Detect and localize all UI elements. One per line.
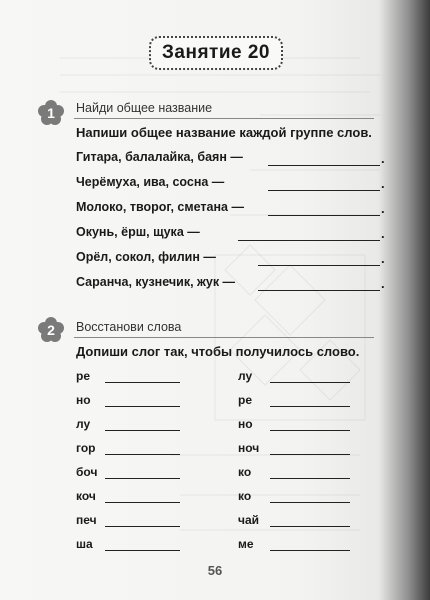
task2-right-syllable-4: ноч [238, 441, 260, 455]
task1-row-3: Молоко, творог, сметана — [76, 200, 244, 214]
task2-left-syllable-5: боч [76, 465, 98, 479]
task2-left-line-2[interactable] [105, 406, 180, 407]
task2-right-line-8[interactable] [270, 550, 350, 551]
task1-row-end-1: . [381, 151, 385, 166]
task2-right-line-7[interactable] [270, 526, 350, 527]
task2-right-syllable-5: ко [238, 465, 252, 479]
task1-row-end-2: . [381, 176, 385, 191]
task2-badge [38, 317, 64, 343]
lesson-title-box [149, 36, 283, 70]
task2-left-syllable-2: но [76, 393, 91, 407]
task2-left-line-6[interactable] [105, 502, 180, 503]
task1-row-4: Окунь, ёрш, щука — [76, 225, 200, 239]
task1-row-end-5: . [381, 251, 385, 266]
task1-row-end-4: . [381, 226, 385, 241]
task2-left-line-7[interactable] [105, 526, 180, 527]
task1-row-end-6: . [381, 276, 385, 291]
task2-left-syllable-3: лу [76, 417, 91, 431]
task2-right-line-6[interactable] [270, 502, 350, 503]
task1-number: 1 [47, 105, 55, 121]
task2-left-syllable-1: ре [76, 369, 91, 383]
task1-title: Найди общее название [76, 101, 213, 115]
task2-right-line-4[interactable] [270, 454, 350, 455]
task2-right-line-2[interactable] [270, 406, 350, 407]
task2-right-syllable-3: но [238, 417, 253, 431]
task2-left-line-3[interactable] [105, 430, 180, 431]
task1-row-2: Черёмуха, ива, сосна — [76, 175, 225, 189]
task2-left-syllable-4: гор [76, 441, 96, 455]
task1-row-end-3: . [381, 201, 385, 216]
task2-left-line-4[interactable] [105, 454, 180, 455]
task1-badge [38, 100, 64, 126]
task2-right-syllable-7: чай [238, 513, 260, 527]
task2-left-syllable-8: ша [76, 537, 93, 551]
task2-right-syllable-8: ме [238, 537, 254, 551]
task1-row-6: Саранча, кузнечик, жук — [76, 275, 236, 289]
task1-instruction: Напиши общее название каждой группе слов. [76, 125, 372, 140]
task1-row-5: Орёл, сокол, филин — [76, 250, 216, 264]
task2-left-syllable-6: коч [76, 489, 96, 503]
task1-answer-line-3[interactable] [268, 215, 380, 216]
task1-answer-line-6[interactable] [258, 290, 380, 291]
task1-answer-line-2[interactable] [268, 190, 380, 191]
page-number: 56 [207, 563, 223, 578]
task2-right-syllable-1: лу [238, 369, 253, 383]
task1-answer-line-5[interactable] [258, 265, 380, 266]
task1-answer-line-1[interactable] [268, 165, 380, 166]
task2-right-line-3[interactable] [270, 430, 350, 431]
task2-left-syllable-7: печ [76, 513, 97, 527]
task1-row-1: Гитара, балалайка, баян — [76, 150, 243, 164]
task2-number: 2 [47, 322, 55, 338]
task2-right-line-1[interactable] [270, 382, 350, 383]
task2-left-line-5[interactable] [105, 478, 180, 479]
task1-title-rule [74, 118, 374, 119]
task2-title: Восстанови слова [76, 320, 182, 334]
task2-title-rule [74, 337, 374, 338]
task1-answer-line-4[interactable] [238, 240, 380, 241]
task2-right-line-5[interactable] [270, 478, 350, 479]
task2-left-line-8[interactable] [105, 550, 180, 551]
lesson-title: Занятие 20 [162, 42, 270, 63]
task2-right-syllable-2: ре [238, 393, 253, 407]
task2-right-syllable-6: ко [238, 489, 252, 503]
task2-left-line-1[interactable] [105, 382, 180, 383]
task2-instruction: Допиши слог так, чтобы получилось слово. [76, 344, 360, 359]
